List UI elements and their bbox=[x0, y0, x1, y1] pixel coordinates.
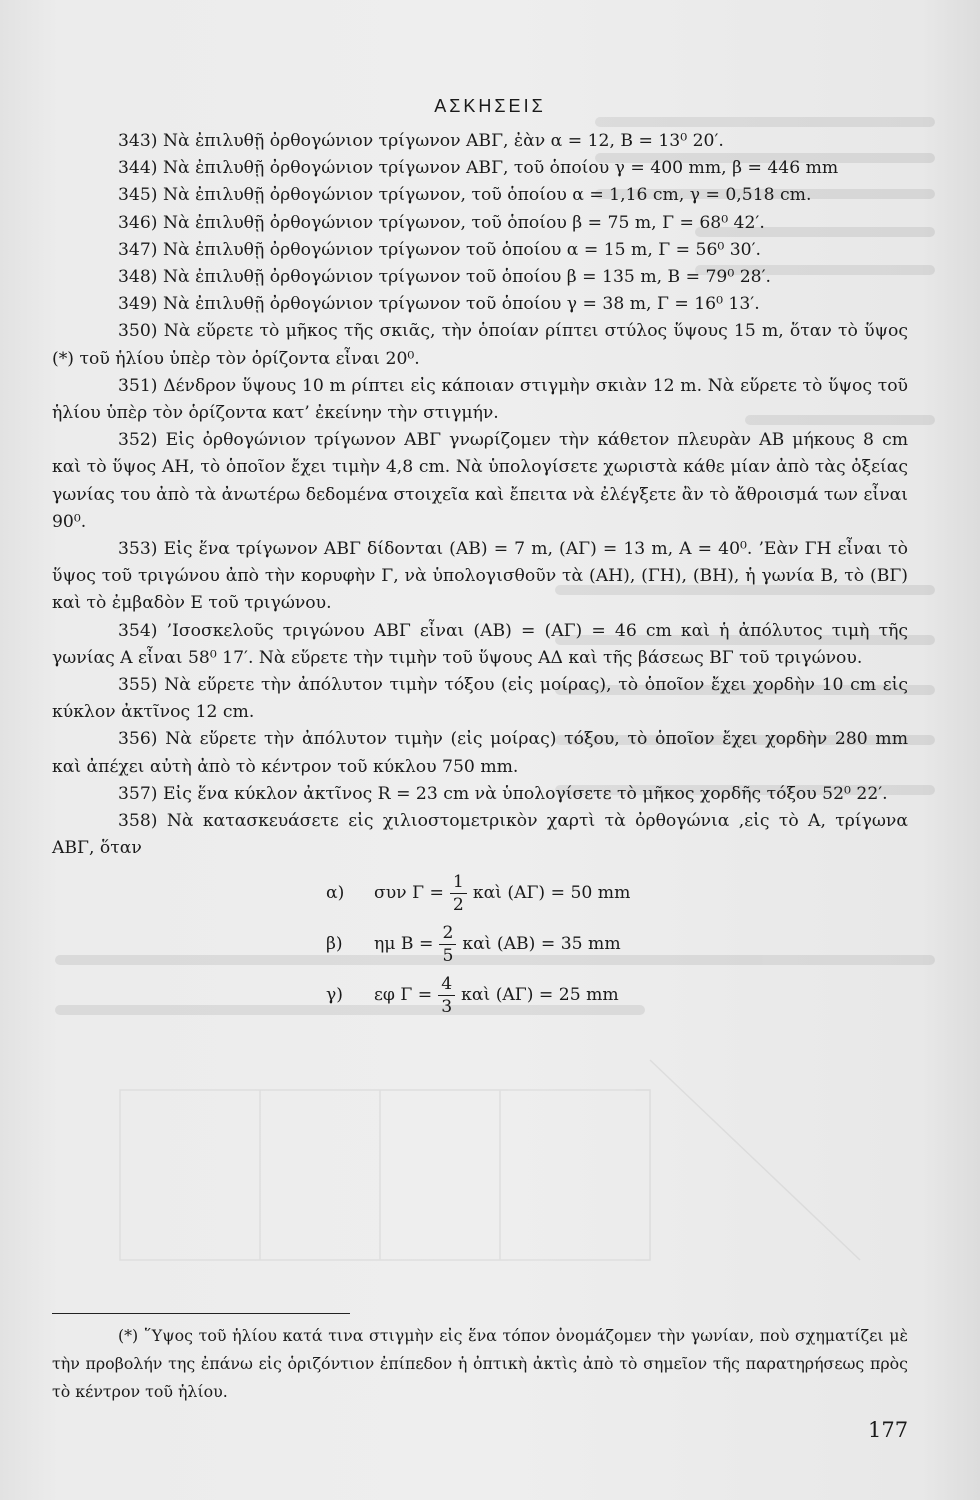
exercise-344: 344) Νὰ ἐπιλυθῇ ὀρθογώνιον τρίγωνον ΑΒΓ, τοῦ ὁποίου γ = 400 mm, β = 446 mm bbox=[118, 158, 839, 179]
exercise-351: 351) Δένδρον ὕψους 10 m ρίπτει εἰς κάποιαν στιγμὴν σκιὰν 12 m. Νὰ εὕρετε τὸ ὕψος τοῦ ἡλίου ὑπὲρ τὸν ὁρίζοντα κατ’ ἐκείνην τὴν στιγμήν. bbox=[52, 375, 908, 424]
fraction-denominator: 3 bbox=[441, 997, 453, 1018]
fraction-numerator: 2 bbox=[439, 922, 456, 945]
case-function: εφ Γ = bbox=[374, 985, 433, 1006]
exercise-350: 350) Νὰ εὕρετε τὸ μῆκος τῆς σκιᾶς, τὴν ὁποίαν ρίπτει στύλος ὕψους 15 m, ὅταν τὸ ὕψος (*) τοῦ ἡλίου ὑπὲρ τὸν ὁρίζοντα εἶναι 20⁰. bbox=[52, 321, 908, 369]
page-number: 177 bbox=[868, 1418, 909, 1442]
exercise-356: 356) Νὰ εὕρετε τὴν ἀπόλυτον τιμὴν (εἰς μοίρας) τόξου, τὸ ὁποῖον ἔχει χορδὴν 280 mm καὶ ἀπέχει αὐτὴ ἀπὸ τὸ κέντρον τοῦ κύκλου 750 mm. bbox=[52, 729, 908, 777]
exercise-347: 347) Νὰ ἐπιλυθῇ ὀρθογώνιον τρίγωνον τοῦ ὁποίου α = 15 m, Γ = 56⁰ 30′. bbox=[118, 239, 761, 260]
case-label: α) bbox=[326, 883, 345, 904]
case-function: συν Γ = bbox=[374, 883, 444, 904]
fraction-denominator: 2 bbox=[452, 895, 464, 916]
fraction-numerator: 4 bbox=[438, 973, 455, 996]
exercise-list bbox=[52, 128, 908, 1021]
case-condition: καὶ (ΑΓ) = 25 mm bbox=[461, 985, 619, 1006]
footnote bbox=[52, 1322, 908, 1406]
exercise-357: 357) Εἰς ἕνα κύκλον ἀκτῖνος R = 23 cm νὰ ὑπολογίσετε τὸ μῆκος χορδῆς τόξου 52⁰ 22′. bbox=[118, 783, 888, 804]
case-condition: καὶ (ΑΓ) = 50 mm bbox=[472, 883, 631, 904]
exercise-346: 346) Νὰ ἐπιλυθῇ ὀρθογώνιον τρίγωνον, τοῦ ὁποίου β = 75 m, Γ = 68⁰ 42′. bbox=[118, 212, 765, 233]
exercise-352: 352) Εἰς ὀρθογώνιον τρίγωνον ΑΒΓ γνωρίζομεν τὴν κάθετον πλευρὰν ΑΒ μήκους 8 cm καὶ τὸ ὕψος ΑΗ, τὸ ὁποῖον ἔχει τιμὴν 4,8 cm. Νὰ ὑπολογίσετε χωριστὰ κάθε μίαν ἀπὸ τὰς ὀξείας γωνίας του ἀπὸ τὰ ἀνωτέρω δεδομένα στοιχεῖα καὶ ἔπειτα νὰ ἐλέγξετε ἂν τὸ ἄθροισμά των εἶναι 90⁰. bbox=[52, 430, 908, 532]
exercise-354: 354) ’Ισοσκελοῦς τριγώνου ΑΒΓ εἶναι (ΑΒ) = (ΑΓ) = 46 cm καὶ ἡ ἀπόλυτος τιμὴ τῆς γωνίας Α εἶναι 58⁰ 17′. Νὰ εὕρετε τὴν τιμὴν τοῦ ὕψους ΑΔ καὶ τῆς βάσεως ΒΓ τοῦ τριγώνου. bbox=[52, 620, 908, 668]
exercise-348: 348) Νὰ ἐπιλυθῇ ὀρθογώνιον τρίγωνον τοῦ ὁποίου β = 135 m, Β = 79⁰ 28′. bbox=[118, 267, 771, 288]
case-row bbox=[52, 970, 908, 1021]
exercise-358: 358) Νὰ κατασκευάσετε εἰς χιλιοστομετρικὸν χαρτὶ τὰ ὀρθογώνια ,εἰς τὸ Α, τρίγωνα ΑΒΓ, ὅταν bbox=[52, 811, 908, 859]
footnote-text: (*) ῞Υψος τοῦ ἡλίου κατά τινα στιγμὴν εἰς ἕνα τόπον ὀνομάζομεν τὴν γωνίαν, ποὺ σχηματίζει μὲ τὴν προβολήν της ἐπάνω εἰς ὁριζόντιον ἐπίπεδον ἡ ὀπτικὴ ἀκτὶς ἀπὸ τὸ σημεῖον τῆς παρατηρήσεως πρὸς τὸ κέντρον τοῦ ἡλίου. bbox=[52, 1326, 908, 1401]
exercise-345: 345) Νὰ ἐπιλυθῇ ὀρθογώνιον τρίγωνον, τοῦ ὁποίου α = 1,16 cm, γ = 0,518 cm. bbox=[118, 185, 812, 206]
fraction bbox=[438, 973, 455, 1018]
exercise-343: 343) Νὰ ἐπιλυθῇ ὀρθογώνιον τρίγωνον ΑΒΓ, ἐὰν α = 12, Β = 13⁰ 20′. bbox=[118, 131, 724, 151]
footnote-rule bbox=[52, 1313, 350, 1314]
page-header: ΑΣΚΗΣΕΙΣ bbox=[434, 96, 546, 116]
fraction-denominator: 5 bbox=[442, 946, 454, 967]
exercise-353: 353) Εἰς ἕνα τρίγωνον ΑΒΓ δίδονται (ΑΒ) = 7 m, (ΑΓ) = 13 m, Α = 40⁰. ’Εὰν ΓΗ εἶναι τὸ ὕψος τοῦ τριγώνου ἀπὸ τὴν κορυφὴν Γ, νὰ ὑπολογισθοῦν τὰ (ΑΗ), (ΓΗ), (ΒΗ), ἡ γωνία Β, τὸ (ΒΓ) καὶ τὸ ἐμβαδὸν Ε τοῦ τριγώνου. bbox=[52, 539, 908, 614]
case-row bbox=[52, 919, 908, 970]
fraction bbox=[439, 922, 456, 967]
fraction bbox=[450, 871, 467, 916]
case-label: β) bbox=[326, 934, 343, 955]
fraction-numerator: 1 bbox=[450, 871, 467, 894]
case-condition: καὶ (ΑΒ) = 35 mm bbox=[462, 934, 621, 955]
exercise-358-cases bbox=[52, 868, 908, 1021]
case-row bbox=[52, 868, 908, 919]
exercise-349: 349) Νὰ ἐπιλυθῇ ὀρθογώνιον τρίγωνον τοῦ ὁποίου γ = 38 m, Γ = 16⁰ 13′. bbox=[118, 294, 760, 315]
exercise-355: 355) Νὰ εὕρετε τὴν ἀπόλυτον τιμὴν τόξου (εἰς μοίρας), τὸ ὁποῖον ἔχει χορδὴν 10 cm εἰς κύκλον ἀκτῖνος 12 cm. bbox=[52, 675, 908, 723]
case-label: γ) bbox=[326, 985, 343, 1006]
case-function: ημ Β = bbox=[374, 934, 434, 955]
